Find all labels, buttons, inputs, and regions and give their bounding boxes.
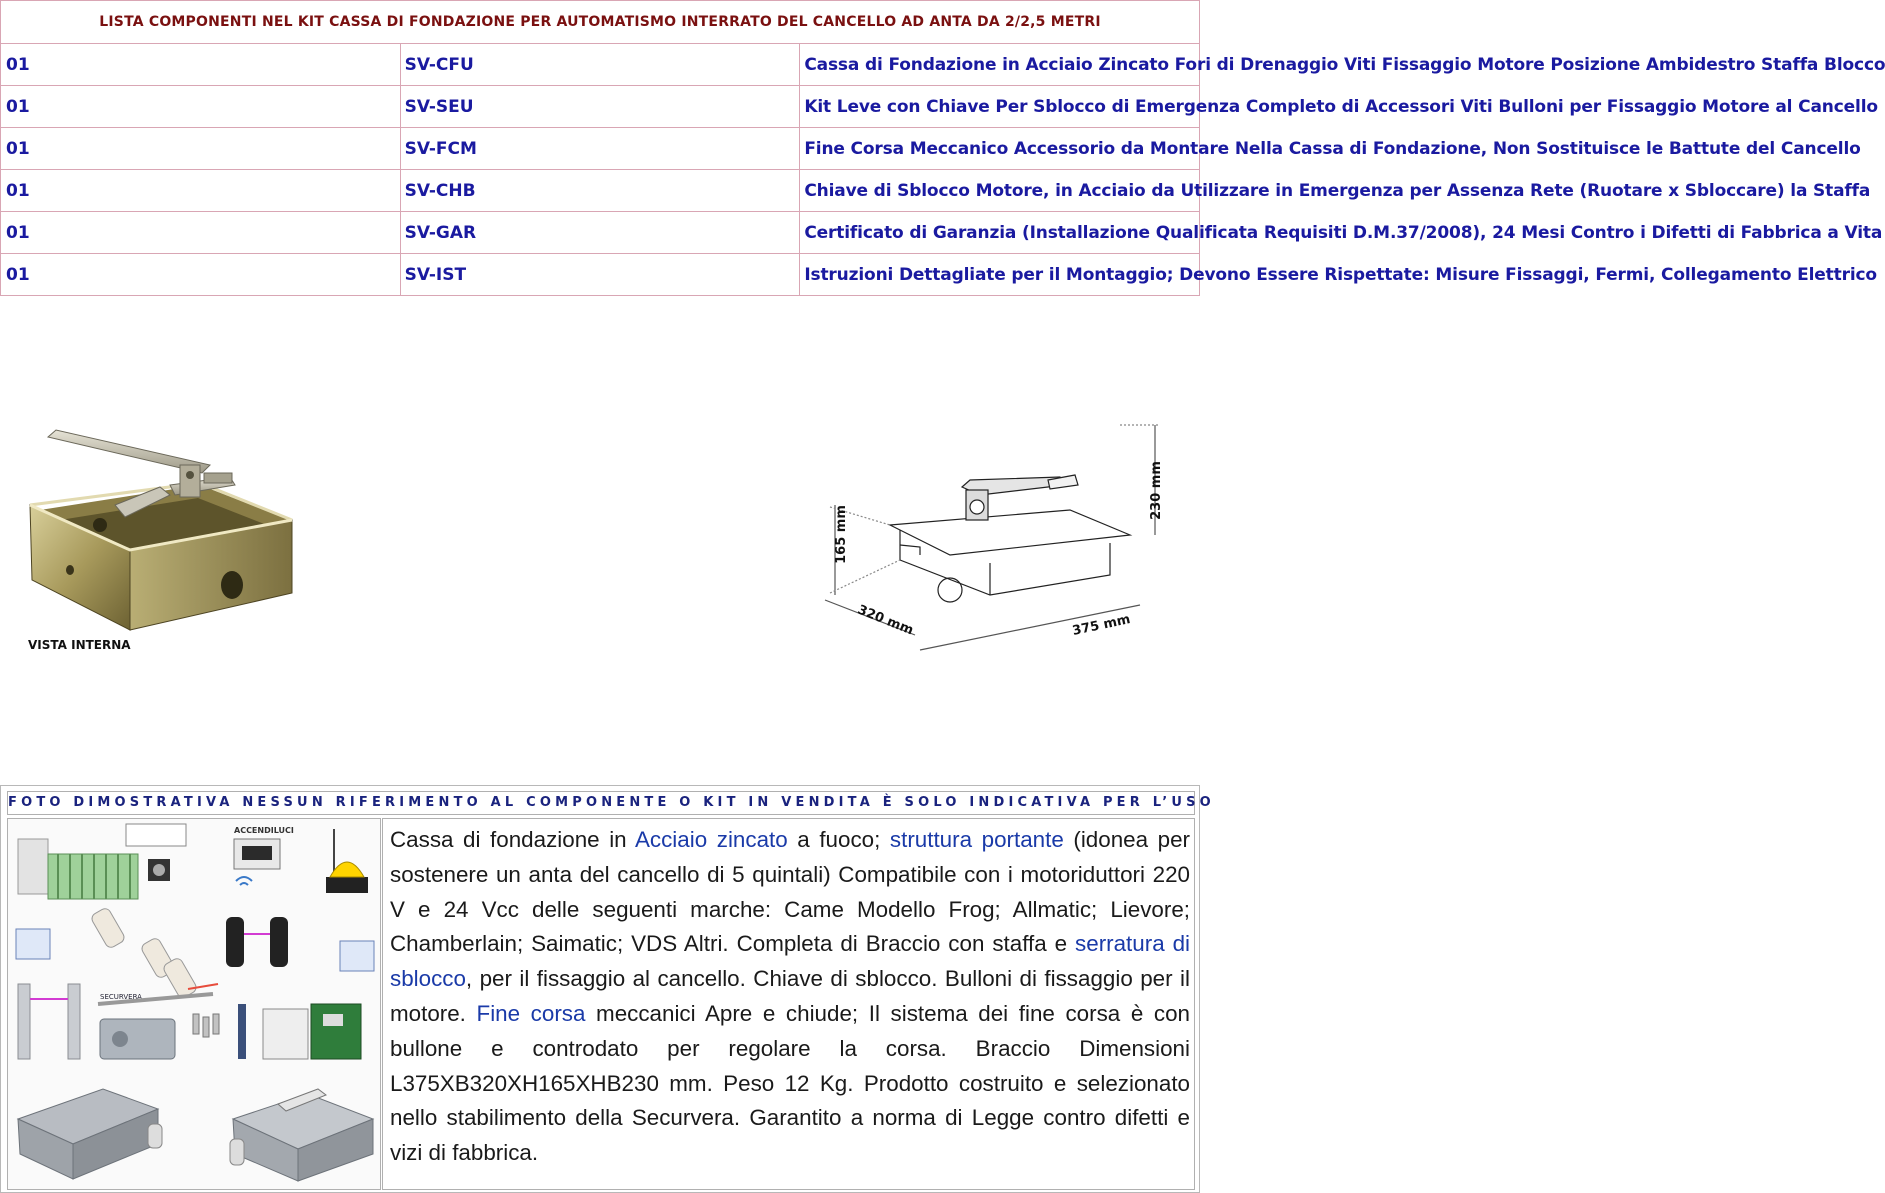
- row-code: SV-GAR: [400, 212, 800, 254]
- securvera-label: SECURVERA: [100, 993, 142, 1001]
- description-highlight: Acciaio zincato: [634, 827, 788, 852]
- table-row: [1, 128, 1200, 170]
- table-row: [1, 212, 1200, 254]
- accendiluci-label: ACCENDILUCI: [234, 826, 294, 835]
- table-row: [1, 254, 1200, 296]
- accessories-collage-illustration: [8, 819, 380, 1189]
- row-description: Cassa di Fondazione in Acciaio Zincato Fori di Drenaggio Viti Fissaggio Motore Posizione Ambidestro Staffa Blocco: [800, 44, 1200, 86]
- dim-length: 375 mm: [1071, 612, 1132, 639]
- row-description: Kit Leve con Chiave Per Sblocco di Emergenza Completo di Accessori Viti Bulloni per Fissaggio Motore al Cancello: [800, 86, 1200, 128]
- photo-caption: VISTA INTERNA: [28, 638, 131, 652]
- row-code: SV-FCM: [400, 128, 800, 170]
- description-text: meccanici Apre e chiude; Il sistema dei fine corsa è con bullone e controdato per regolare la corsa. Braccio Dimensioni L375XB320XH165XHB230 mm. Peso 12 Kg. Prodotto costruito e selezionato nello stabilimento della Securvera. Garantito a norma di Legge contro difetti e vizi di fabbrica.: [390, 1000, 1190, 1166]
- row-qty: 01: [1, 212, 401, 254]
- table-row: [1, 44, 1200, 86]
- description-text: , per il fissaggio al cancello. Chiave di sblocco. Bulloni di fissaggio per il motore.: [390, 966, 1190, 1026]
- table-row: [1, 170, 1200, 212]
- description-highlight: Fine corsa: [476, 1000, 586, 1026]
- foundation-box-illustration: [20, 425, 310, 660]
- row-description: Chiave di Sblocco Motore, in Acciaio da Utilizzare in Emergenza per Assenza Rete (Ruotare x Sbloccare) la Staffa: [800, 170, 1200, 212]
- foundation-box-photo: [20, 425, 310, 660]
- description-text: Cassa di fondazione in: [390, 827, 635, 852]
- row-code: SV-SEU: [400, 86, 800, 128]
- row-description: Certificato di Garanzia (Installazione Qualificata Requisiti D.M.37/2008), 24 Mesi Contro i Difetti di Fabbrica a Vita: [800, 212, 1200, 254]
- row-qty: 01: [1, 170, 401, 212]
- row-qty: 01: [1, 86, 401, 128]
- description-highlight: struttura portante: [889, 827, 1064, 852]
- row-code: SV-IST: [400, 254, 800, 296]
- description-text: a fuoco;: [787, 827, 890, 852]
- disclaimer-banner: FOTO DIMOSTRATIVA NESSUN RIFERIMENTO AL COMPONENTE O KIT IN VENDITA È SOLO INDICATIVA PER L’USO: [7, 791, 1195, 815]
- product-description: [390, 823, 1190, 1171]
- row-qty: 01: [1, 128, 401, 170]
- box-outline-drawing: [820, 425, 1180, 665]
- row-description: Fine Corsa Meccanico Accessorio da Montare Nella Cassa di Fondazione, Non Sostituisce le Battute del Cancello: [800, 128, 1200, 170]
- table-row: [1, 86, 1200, 128]
- dim-height-back: 230 mm: [1148, 461, 1164, 520]
- accessories-collage: [7, 818, 381, 1190]
- product-info-section: [0, 785, 1215, 1193]
- dimension-diagram: [820, 425, 1180, 665]
- dim-height-front: 165 mm: [833, 505, 849, 564]
- description-highlight: serratura di sblocco: [390, 931, 1191, 992]
- table-title: LISTA COMPONENTI NEL KIT CASSA DI FONDAZIONE PER AUTOMATISMO INTERRATO DEL CANCELLO AD ANTA DA 2/2,5 METRI: [1, 1, 1200, 44]
- row-qty: 01: [1, 44, 401, 86]
- row-qty: 01: [1, 254, 401, 296]
- components-table: [0, 0, 1885, 296]
- row-code: SV-CFU: [400, 44, 800, 86]
- dim-width: 320 mm: [855, 602, 916, 639]
- row-description: Istruzioni Dettagliate per il Montaggio; Devono Essere Rispettate: Misure Fissaggi, Fermi, Collegamento Elettrico: [800, 254, 1200, 296]
- description-box: [382, 818, 1195, 1190]
- row-code: SV-CHB: [400, 170, 800, 212]
- description-text: (idonea per sostenere un anta del cancello di 5 quintali) Compatibile con i motoriduttori 220 V e 24 Vcc delle seguenti marche: Came Modello Frog; Allmatic; Lievore; Chamberlain; Saimatic; VDS Altri. Completa di Braccio con staffa e: [390, 827, 1190, 957]
